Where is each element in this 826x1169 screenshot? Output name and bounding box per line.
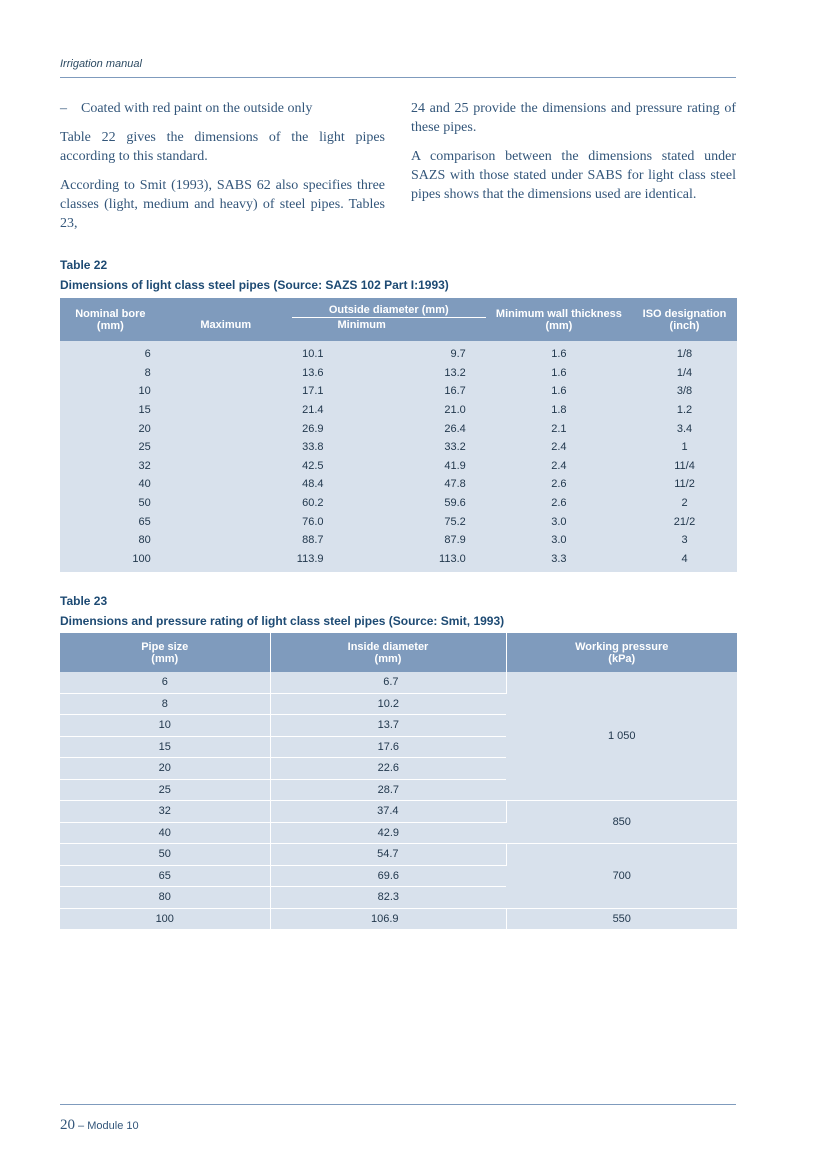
table-cell: 41.9: [349, 457, 486, 476]
table-cell: 65: [60, 512, 161, 531]
inside-diameter-cell: 6.7: [270, 672, 506, 693]
table-row: [60, 475, 737, 494]
pipe-size-cell: 40: [60, 822, 270, 844]
table-cell: 3.0: [486, 512, 632, 531]
table-cell: 1.8: [486, 401, 632, 420]
table-cell: 75.2: [349, 512, 486, 531]
table-row: [60, 908, 737, 930]
table-cell: 2.1: [486, 419, 632, 438]
table-cell: 33.2: [349, 438, 486, 457]
pipe-size-cell: 6: [60, 672, 270, 693]
table-cell: 4: [632, 550, 737, 573]
th-label: Inside diameter: [347, 640, 429, 653]
th-label: Minimum wall thickness: [495, 307, 622, 320]
table22-label: Table 22: [60, 258, 108, 272]
table-row: [60, 844, 737, 866]
paragraph: Table 22 gives the dimensions of the light pipes according to this standard.: [60, 130, 385, 164]
th-unit: (inch): [669, 319, 700, 332]
inside-diameter-cell: 17.6: [270, 736, 506, 758]
th-working-pressure: [506, 633, 737, 672]
table-row: [60, 494, 737, 513]
table-cell: 17.1: [161, 382, 349, 401]
table-cell: 1.6: [486, 364, 632, 383]
table-cell: 3/8: [632, 382, 737, 401]
pipe-size-cell: 8: [60, 693, 270, 715]
table-cell: 2.4: [486, 438, 632, 457]
table-cell: 3.4: [632, 419, 737, 438]
table22: [60, 298, 737, 572]
working-pressure-cell: 850: [506, 801, 737, 844]
footer-rule: [60, 1104, 736, 1105]
th-wall-thickness: [486, 298, 632, 341]
table-row: [60, 401, 737, 420]
pipe-size-cell: 25: [60, 779, 270, 801]
table-row: [60, 341, 737, 364]
inside-diameter-cell: 69.6: [270, 865, 506, 887]
table-cell: 11/4: [632, 457, 737, 476]
table23-title: Dimensions and pressure rating of light class steel pipes (Source: Smit, 1993): [60, 614, 505, 628]
pipe-size-cell: 50: [60, 844, 270, 866]
inside-diameter-cell: 28.7: [270, 779, 506, 801]
inside-diameter-cell: 13.7: [270, 715, 506, 737]
th-unit: (mm): [96, 319, 124, 332]
table-cell: 26.9: [161, 419, 349, 438]
table-cell: 1: [632, 438, 737, 457]
table22-body: [60, 341, 737, 572]
table-cell: 113.9: [161, 550, 349, 573]
th-label: Outside diameter (mm): [292, 304, 486, 318]
running-header: Irrigation manual: [60, 58, 142, 70]
paragraph: 24 and 25 provide the dimensions and pressure rating of these pipes.: [411, 101, 736, 135]
table-cell: 1.6: [486, 382, 632, 401]
pipe-size-cell: 100: [60, 908, 270, 930]
table-cell: 3.3: [486, 550, 632, 573]
table-cell: 2.6: [486, 475, 632, 494]
th-unit: (mm): [151, 652, 179, 665]
table-cell: 3.0: [486, 531, 632, 550]
table-cell: 88.7: [161, 531, 349, 550]
page-number: 20: [60, 1117, 75, 1133]
table-row: [60, 550, 737, 573]
table-cell: 76.0: [161, 512, 349, 531]
bullet-paragraph: – Coated with red paint on the outside only: [60, 101, 313, 116]
working-pressure-cell: 1 050: [506, 672, 737, 801]
pipe-size-cell: 80: [60, 887, 270, 909]
table-cell: 40: [60, 475, 161, 494]
table22-title: Dimensions of light class steel pipes (Source: SAZS 102 Part I:1993): [60, 278, 449, 292]
th-pipe-size: [60, 633, 270, 672]
left-column: [60, 99, 385, 243]
pipe-size-cell: 32: [60, 801, 270, 823]
table-cell: 16.7: [349, 382, 486, 401]
table-cell: 3: [632, 531, 737, 550]
pipe-size-cell: 10: [60, 715, 270, 737]
table23-body: [60, 672, 737, 930]
inside-diameter-cell: 22.6: [270, 758, 506, 780]
table-cell: 1.2: [632, 401, 737, 420]
table-cell: 8: [60, 364, 161, 383]
footer-module: Module 10: [87, 1120, 139, 1132]
th-outside-diameter: [161, 298, 486, 341]
table-cell: 87.9: [349, 531, 486, 550]
table-cell: 10.1: [161, 341, 349, 364]
table-cell: 9.7: [349, 341, 486, 364]
inside-diameter-cell: 106.9: [270, 908, 506, 930]
table-cell: 21.4: [161, 401, 349, 420]
footer: [60, 1117, 139, 1134]
table-cell: 10: [60, 382, 161, 401]
header-rule: [60, 77, 736, 78]
inside-diameter-cell: 42.9: [270, 822, 506, 844]
table-row: [60, 531, 737, 550]
th-label: Working pressure: [575, 640, 669, 653]
table-cell: 26.4: [349, 419, 486, 438]
table-cell: 47.8: [349, 475, 486, 494]
th-unit: (mm): [545, 319, 573, 332]
table-row: [60, 801, 737, 823]
th-label: ISO designation: [642, 307, 727, 320]
th-label: Nominal bore: [75, 307, 146, 320]
inside-diameter-cell: 10.2: [270, 693, 506, 715]
table-cell: 1/4: [632, 364, 737, 383]
th-iso: [632, 298, 737, 341]
table23-label: Table 23: [60, 594, 108, 608]
right-column: [411, 99, 736, 214]
table-cell: 2.6: [486, 494, 632, 513]
table-cell: 48.4: [161, 475, 349, 494]
table23: [60, 633, 737, 930]
th-maximum: Maximum: [200, 319, 252, 331]
table-cell: 50: [60, 494, 161, 513]
table-row: [60, 672, 737, 693]
inside-diameter-cell: 37.4: [270, 801, 506, 823]
pipe-size-cell: 20: [60, 758, 270, 780]
table-row: [60, 457, 737, 476]
table-cell: 113.0: [349, 550, 486, 573]
table-row: [60, 364, 737, 383]
th-unit: (mm): [374, 652, 402, 665]
th-nominal-bore: [60, 298, 161, 341]
table-cell: 33.8: [161, 438, 349, 457]
pipe-size-cell: 15: [60, 736, 270, 758]
inside-diameter-cell: 82.3: [270, 887, 506, 909]
table-cell: 25: [60, 438, 161, 457]
table-cell: 15: [60, 401, 161, 420]
table-row: [60, 438, 737, 457]
table-cell: 42.5: [161, 457, 349, 476]
table-cell: 13.6: [161, 364, 349, 383]
table-cell: 20: [60, 419, 161, 438]
working-pressure-cell: 700: [506, 844, 737, 909]
pipe-size-cell: 65: [60, 865, 270, 887]
paragraph: A comparison between the dimensions stated under SAZS with those stated under SABS for light class steel pipes shows that the dimensions used are identical.: [411, 149, 736, 202]
th-label: Pipe size: [141, 640, 189, 653]
footer-separator: –: [75, 1120, 88, 1132]
table-cell: 100: [60, 550, 161, 573]
table-cell: 2: [632, 494, 737, 513]
table-cell: 2.4: [486, 457, 632, 476]
table-row: [60, 382, 737, 401]
table-cell: 21.0: [349, 401, 486, 420]
th-unit: (kPa): [608, 652, 636, 665]
table-cell: 80: [60, 531, 161, 550]
working-pressure-cell: 550: [506, 908, 737, 930]
table-cell: 1/8: [632, 341, 737, 364]
table-cell: 13.2: [349, 364, 486, 383]
th-minimum: Minimum: [337, 319, 386, 331]
th-inside-diameter: [270, 633, 506, 672]
inside-diameter-cell: 54.7: [270, 844, 506, 866]
table-cell: 32: [60, 457, 161, 476]
table-cell: 60.2: [161, 494, 349, 513]
table-cell: 1.6: [486, 341, 632, 364]
table-cell: 11/2: [632, 475, 737, 494]
table-cell: 6: [60, 341, 161, 364]
table-cell: 21/2: [632, 512, 737, 531]
paragraph: According to Smit (1993), SABS 62 also specifies three classes (light, medium and heavy) of steel pipes. Tables 23,: [60, 178, 385, 231]
table-row: [60, 419, 737, 438]
table-row: [60, 512, 737, 531]
table-cell: 59.6: [349, 494, 486, 513]
